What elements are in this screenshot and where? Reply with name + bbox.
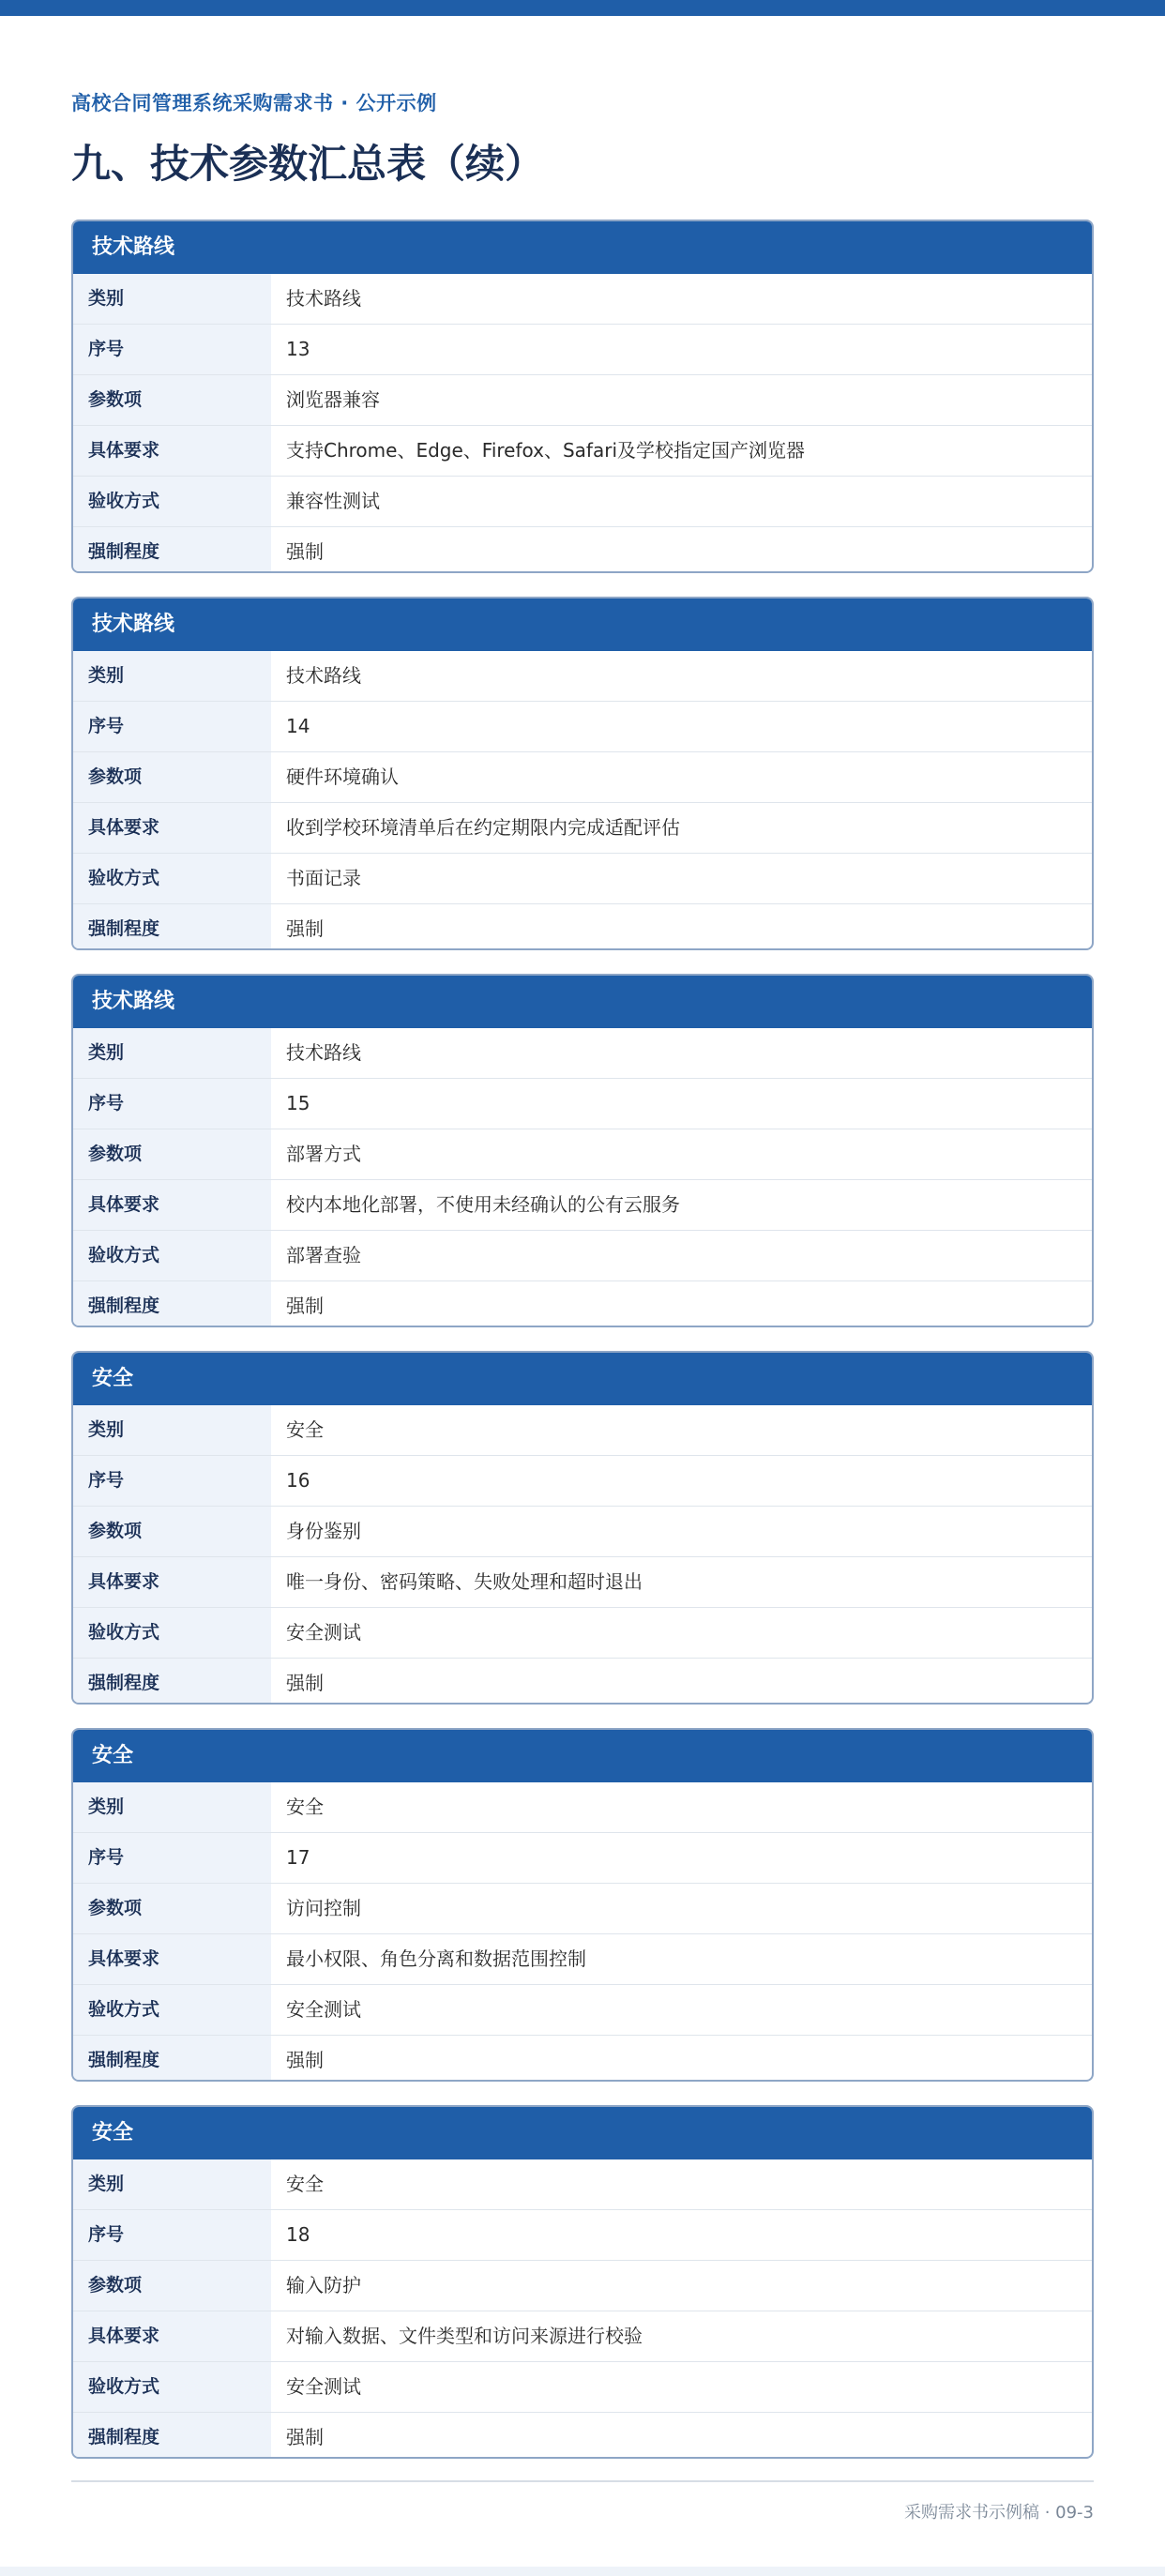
row-label: 类别 xyxy=(73,651,271,701)
row-label: 验收方式 xyxy=(73,2362,271,2412)
row-value: 安全测试 xyxy=(286,2375,361,2398)
row-value: 唯一身份、密码策略、失败处理和超时退出 xyxy=(286,1570,643,1593)
row-label: 强制程度 xyxy=(73,1659,271,1705)
row-mandatory xyxy=(73,1280,1092,1327)
row-label: 序号 xyxy=(73,325,271,374)
bottom-bar xyxy=(0,2567,1165,2576)
row-value: 技术路线 xyxy=(286,1041,361,1064)
row-label: 序号 xyxy=(73,702,271,751)
row-value: 强制 xyxy=(286,917,324,940)
row-value: 收到学校环境清单后在约定期限内完成适配评估 xyxy=(286,816,680,839)
row-value: 17 xyxy=(286,1846,310,1869)
row-value: 对输入数据、文件类型和访问来源进行校验 xyxy=(286,2325,643,2347)
row-acceptance xyxy=(73,1230,1092,1280)
row-number xyxy=(73,1455,1092,1506)
row-label: 类别 xyxy=(73,2159,271,2209)
row-value: 强制 xyxy=(286,2049,324,2071)
row-label: 强制程度 xyxy=(73,2036,271,2082)
row-label: 序号 xyxy=(73,2210,271,2260)
parameter-card xyxy=(71,1351,1094,1705)
row-parameter xyxy=(73,2260,1092,2311)
row-label: 验收方式 xyxy=(73,1608,271,1658)
card-header: 技术路线 xyxy=(73,976,1092,1028)
document-subtitle: 高校合同管理系统采购需求书 · 公开示例 xyxy=(71,92,437,114)
row-number xyxy=(73,2209,1092,2260)
row-value: 安全 xyxy=(286,1796,324,1818)
row-requirement xyxy=(73,1556,1092,1607)
parameter-card xyxy=(71,1728,1094,2082)
top-accent-bar xyxy=(0,0,1165,16)
row-label: 具体要求 xyxy=(73,803,271,853)
card-header: 安全 xyxy=(73,1353,1092,1405)
page-title: 九、技术参数汇总表（续） xyxy=(71,141,545,187)
row-value: 浏览器兼容 xyxy=(286,388,380,411)
row-requirement xyxy=(73,2311,1092,2361)
row-value: 支持Chrome、Edge、Firefox、Safari及学校指定国产浏览器 xyxy=(286,439,805,462)
row-label: 参数项 xyxy=(73,1129,271,1179)
row-label: 具体要求 xyxy=(73,2311,271,2361)
row-label: 强制程度 xyxy=(73,2413,271,2459)
row-label: 类别 xyxy=(73,1028,271,1078)
row-value: 输入防护 xyxy=(286,2274,361,2296)
row-value: 安全 xyxy=(286,1418,324,1441)
row-label: 具体要求 xyxy=(73,1557,271,1607)
row-value: 18 xyxy=(286,2223,310,2246)
row-category xyxy=(73,1405,1092,1455)
row-parameter xyxy=(73,1129,1092,1179)
footer-divider xyxy=(71,2480,1094,2482)
row-mandatory xyxy=(73,903,1092,950)
row-label: 参数项 xyxy=(73,752,271,802)
parameter-card-list xyxy=(71,220,1094,2482)
row-category xyxy=(73,1028,1092,1078)
row-value: 部署查验 xyxy=(286,1244,361,1266)
row-value: 16 xyxy=(286,1469,310,1492)
row-acceptance xyxy=(73,1607,1092,1658)
row-number xyxy=(73,701,1092,751)
row-label: 参数项 xyxy=(73,1507,271,1556)
row-requirement xyxy=(73,802,1092,853)
row-value: 兼容性测试 xyxy=(286,490,380,512)
row-category xyxy=(73,1782,1092,1832)
row-label: 类别 xyxy=(73,1405,271,1455)
row-value: 安全测试 xyxy=(286,1998,361,2021)
row-label: 具体要求 xyxy=(73,1934,271,1984)
row-label: 序号 xyxy=(73,1833,271,1883)
row-label: 验收方式 xyxy=(73,1985,271,2035)
row-mandatory xyxy=(73,526,1092,573)
row-requirement xyxy=(73,1933,1092,1984)
row-mandatory xyxy=(73,2412,1092,2459)
row-parameter xyxy=(73,751,1092,802)
row-value: 强制 xyxy=(286,540,324,563)
row-label: 强制程度 xyxy=(73,904,271,950)
row-label: 验收方式 xyxy=(73,477,271,526)
row-label: 具体要求 xyxy=(73,1180,271,1230)
row-label: 序号 xyxy=(73,1456,271,1506)
row-value: 15 xyxy=(286,1092,310,1114)
card-header: 安全 xyxy=(73,1730,1092,1782)
parameter-card xyxy=(71,974,1094,1327)
row-parameter xyxy=(73,1883,1092,1933)
card-header: 技术路线 xyxy=(73,221,1092,274)
row-label: 具体要求 xyxy=(73,426,271,476)
parameter-card xyxy=(71,2105,1094,2459)
row-acceptance xyxy=(73,853,1092,903)
row-value: 强制 xyxy=(286,1672,324,1694)
row-value: 校内本地化部署，不使用未经确认的公有云服务 xyxy=(286,1193,680,1216)
row-requirement xyxy=(73,425,1092,476)
row-label: 参数项 xyxy=(73,1884,271,1933)
card-header: 安全 xyxy=(73,2107,1092,2159)
row-number xyxy=(73,1832,1092,1883)
row-category xyxy=(73,2159,1092,2209)
row-label: 类别 xyxy=(73,274,271,324)
row-value: 13 xyxy=(286,338,310,360)
row-value: 部署方式 xyxy=(286,1143,361,1165)
row-acceptance xyxy=(73,2361,1092,2412)
row-parameter xyxy=(73,374,1092,425)
row-number xyxy=(73,1078,1092,1129)
page-footer: 采购需求书示例稿 · 09-3 xyxy=(903,2503,1094,2523)
row-label: 强制程度 xyxy=(73,1281,271,1327)
row-value: 访问控制 xyxy=(286,1897,361,1919)
row-label: 强制程度 xyxy=(73,527,271,573)
row-value: 身份鉴别 xyxy=(286,1520,361,1542)
row-category xyxy=(73,651,1092,701)
row-label: 序号 xyxy=(73,1079,271,1129)
row-value: 强制 xyxy=(286,1295,324,1317)
parameter-card xyxy=(71,220,1094,573)
row-acceptance xyxy=(73,1984,1092,2035)
row-mandatory xyxy=(73,2035,1092,2082)
row-label: 验收方式 xyxy=(73,1231,271,1280)
row-label: 参数项 xyxy=(73,375,271,425)
row-label: 参数项 xyxy=(73,2261,271,2311)
row-value: 安全测试 xyxy=(286,1621,361,1644)
row-parameter xyxy=(73,1506,1092,1556)
row-value: 强制 xyxy=(286,2426,324,2448)
row-value: 硬件环境确认 xyxy=(286,765,399,788)
row-value: 14 xyxy=(286,715,310,737)
row-value: 技术路线 xyxy=(286,664,361,687)
parameter-card xyxy=(71,597,1094,950)
row-label: 验收方式 xyxy=(73,854,271,903)
row-requirement xyxy=(73,1179,1092,1230)
row-acceptance xyxy=(73,476,1092,526)
row-category xyxy=(73,274,1092,324)
row-value: 技术路线 xyxy=(286,287,361,310)
row-number xyxy=(73,324,1092,374)
row-value: 安全 xyxy=(286,2173,324,2195)
row-value: 书面记录 xyxy=(286,867,361,889)
row-value: 最小权限、角色分离和数据范围控制 xyxy=(286,1947,586,1970)
row-label: 类别 xyxy=(73,1782,271,1832)
row-mandatory xyxy=(73,1658,1092,1705)
card-header: 技术路线 xyxy=(73,599,1092,651)
